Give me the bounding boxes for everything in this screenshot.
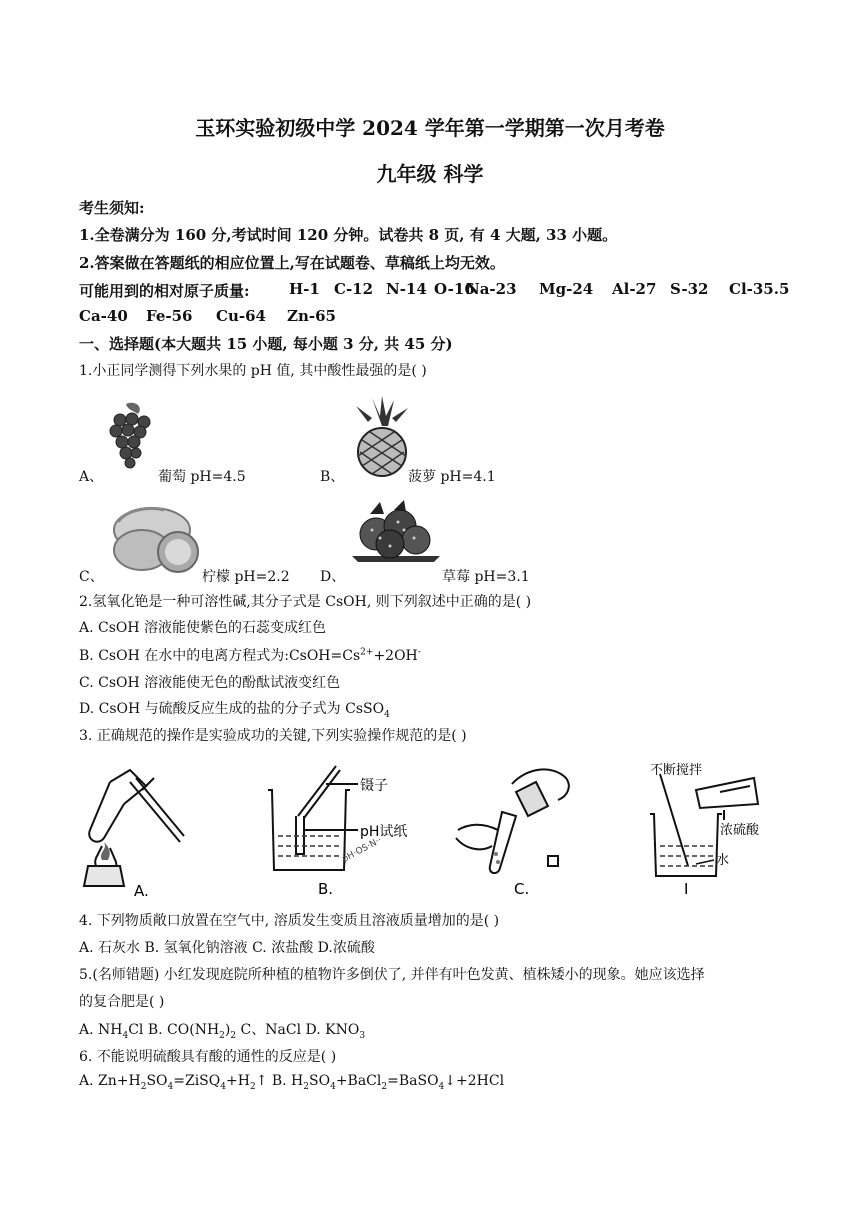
q1-option-d-label: 草莓 pH=3.1 (442, 569, 530, 585)
q3-figure-c-label: C. (514, 880, 530, 898)
atomic-mass-fe: Fe-56 (146, 307, 193, 325)
notice-line-2: 2.答案做在答题纸的相应位置上,写在试题卷、草稿纸上均无效。 (79, 254, 505, 272)
q3-figure-d-acid-label: 浓硫酸 (720, 823, 760, 838)
q1-option-c-label: 柠檬 pH=2.2 (202, 569, 290, 585)
q3-figure-b-tweezers-label: 镊子 (360, 778, 388, 794)
q2-option-a: A. CsOH 溶液能使紫色的石蕊变成红色 (79, 620, 327, 636)
grape-icon (104, 400, 160, 472)
strawberry-icon (350, 500, 442, 564)
atomic-mass-zn: Zn-65 (287, 307, 336, 325)
q1-option-b-letter: B、 (320, 469, 345, 485)
q1-stem: 1.小正同学测得下列水果的 pH 值, 其中酸性最强的是( ) (79, 363, 427, 379)
exam-subtitle: 九年级 科学 (376, 162, 484, 186)
section-1-heading: 一、选择题(本大题共 15 小题, 每小题 3 分, 共 45 分) (79, 335, 453, 353)
q2-stem: 2.氢氧化铯是一种可溶性碱,其分子式是 CsOH, 则下列叙述中正确的是( ) (79, 594, 532, 610)
q6-stem: 6. 不能说明硫酸具有酸的通性的反应是( ) (79, 1049, 337, 1065)
q4-stem: 4. 下列物质敞口放置在空气中, 溶质发生变质且溶液质量增加的是( ) (79, 913, 500, 929)
q5-stem-line-2: 的复合肥是( ) (79, 994, 165, 1010)
pouring-reagent-figure (452, 760, 592, 900)
q1-option-a-label: 葡萄 pH=4.5 (158, 469, 246, 485)
heating-test-tube-figure (80, 762, 198, 902)
q2-option-c: C. CsOH 溶液能使无色的酚酞试液变红色 (79, 675, 341, 691)
q5-options: A. $NH_4Cl$ B. $CO(NH_2)_2$ C、NaCl D. $KNO_3$ (79, 1022, 366, 1041)
q4-options: A. 石灰水 B. 氢氧化钠溶液 C. 浓盐酸 D.浓硫酸 (79, 940, 375, 956)
notice-line-1: 1.全卷满分为 160 分,考试时间 120 分钟。试卷共 8 页, 有 4 大题, 33 小题。 (79, 226, 618, 244)
q3-figure-d-stir-label: 不断搅拌 (650, 763, 703, 778)
atomic-mass-ca: Ca-40 (79, 307, 128, 325)
q3-figure-a-label: A. (134, 882, 149, 900)
q1-option-d-letter: D、 (320, 569, 346, 585)
atomic-mass-label: 可能用到的相对原子质量: (79, 282, 250, 300)
q2-option-b: B. CsOH 在水中的电离方程式为$:CsOH=Cs^{2+}+2OH^-$ (79, 647, 421, 664)
atomic-mass-o: O-16 (434, 280, 475, 298)
lemon-icon (108, 502, 204, 574)
atomic-mass-h: H-1 (289, 280, 320, 298)
atomic-mass-s: S-32 (670, 280, 709, 298)
q3-figure-b-label: B. (318, 880, 334, 898)
pineapple-icon (350, 396, 414, 478)
atomic-mass-cu: Cu-64 (216, 307, 266, 325)
atomic-mass-al: Al-27 (612, 280, 657, 298)
exam-title: 玉环实验初级中学 2024 学年第一学期第一次月考卷 (195, 116, 665, 140)
atomic-mass-n: N-14 (386, 280, 427, 298)
q3-stem: 3. 正确规范的操作是实验成功的关键,下列实验操作规范的是( ) (79, 728, 467, 744)
q3-figure-d-water-label: 水 (716, 853, 730, 868)
atomic-mass-c: C-12 (334, 280, 374, 298)
diluting-acid-figure (640, 760, 780, 900)
q1-option-a-letter: A、 (79, 469, 104, 485)
q3-figure-b-paper-label: pH试纸 (360, 824, 408, 840)
atomic-mass-mg: Mg-24 (539, 280, 594, 298)
q2-option-d: D. CsOH 与硫酸反应生成的盐的分子式为 CsSO$_4$ (79, 701, 390, 720)
q6-options: A. $Zn+H_2SO_4=ZiSQ_4+H_2↑$ B. $H_2SO_4+BaCl_2=BaSO_4↓+2HCl$ (79, 1073, 505, 1092)
atomic-mass-na: Na-23 (466, 280, 517, 298)
q5-stem-line-1: 5.(名师错题) 小红发现庭院所种植的植物许多倒伏了, 并伴有叶色发黄、植株矮小的现象。她应该选择 (79, 967, 705, 983)
q3-figure-d-label: I (684, 880, 689, 898)
ph-paper-figure (262, 760, 442, 900)
q1-option-c-letter: C、 (79, 569, 104, 585)
notice-heading: 考生须知: (79, 199, 145, 217)
svg-text:pH·OS·N··: pH·OS·N·· (340, 835, 384, 865)
atomic-mass-cl: Cl-35.5 (729, 280, 790, 298)
q1-option-b-label: 菠萝 pH=4.1 (408, 469, 496, 485)
